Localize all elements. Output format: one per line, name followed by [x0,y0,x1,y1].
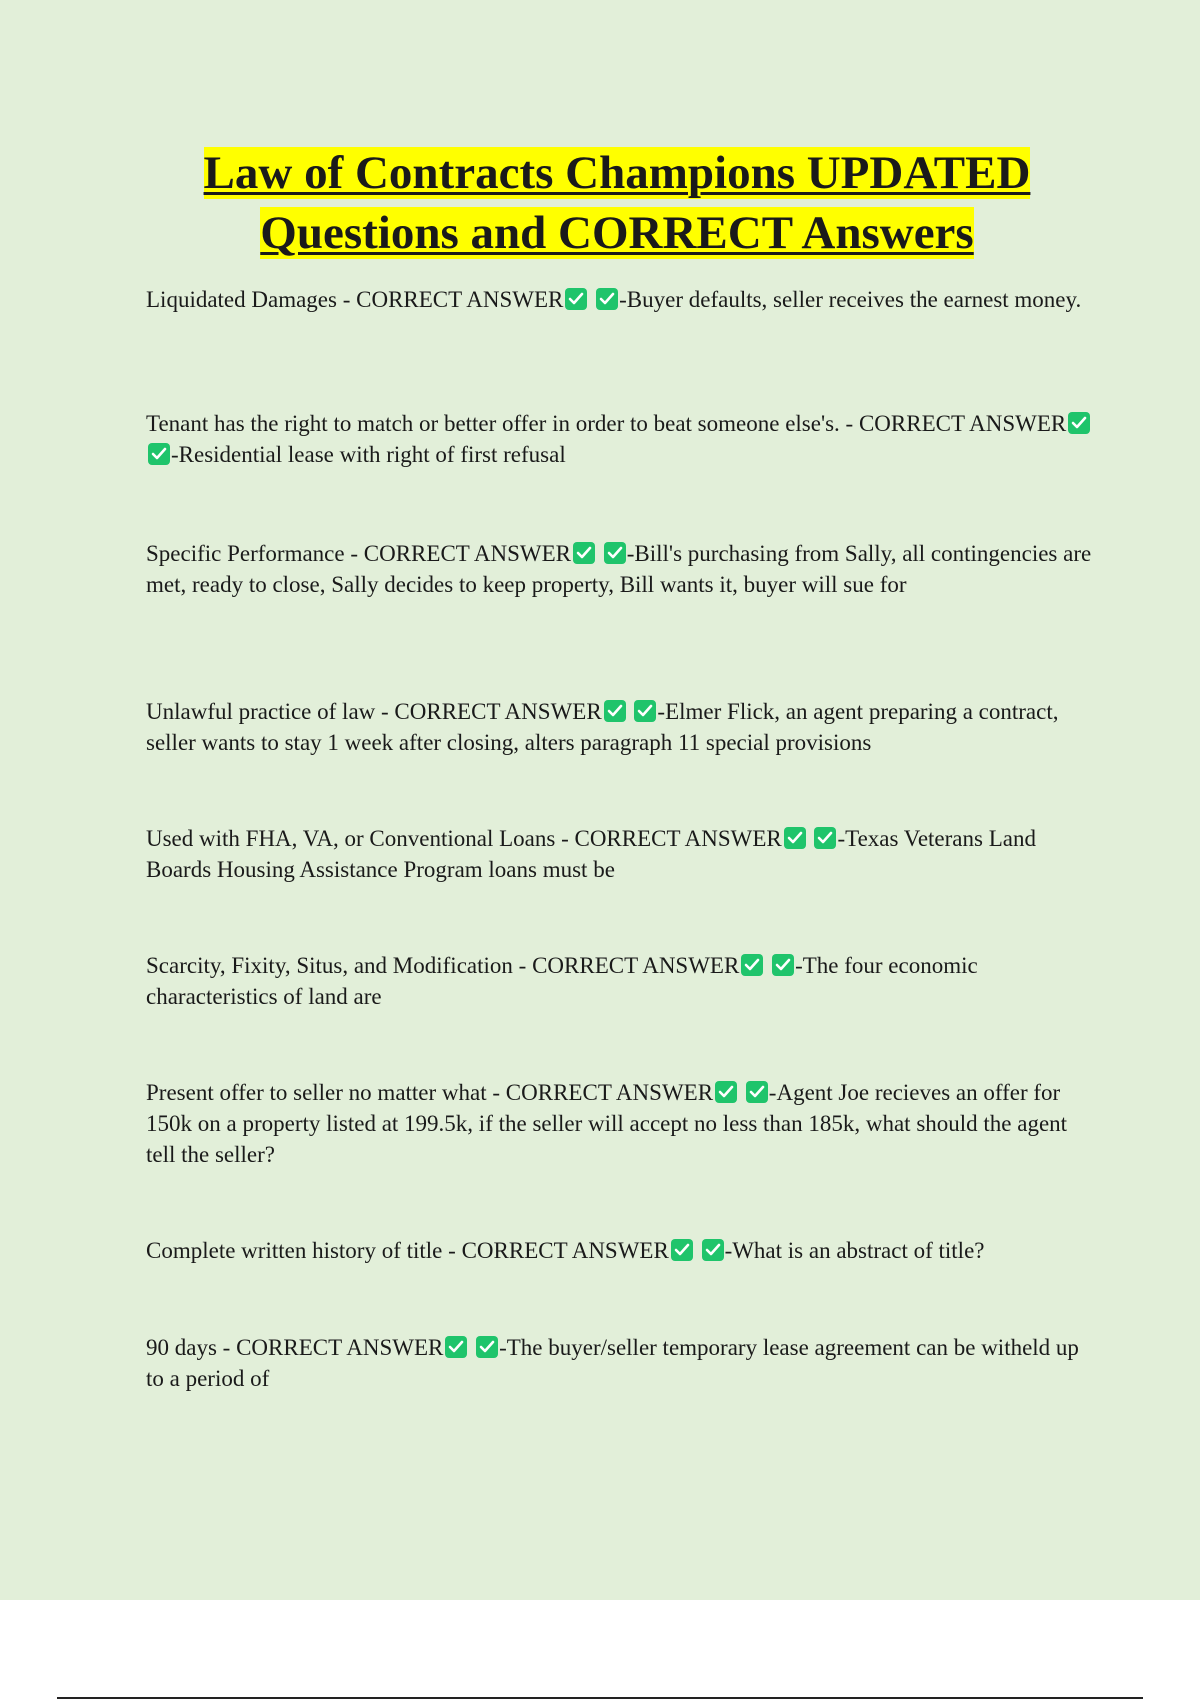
qa-item [146,1235,1092,1266]
check-mark-icon [604,542,626,564]
title-line-2: Questions and CORRECT Answers [260,207,974,259]
qa-term: Present offer to seller no matter what [146,1080,487,1105]
check-mark-icon [634,700,656,722]
qa-term: Specific Performance [146,541,345,566]
check-mark-icon [445,1336,467,1358]
check-mark-icon [148,443,170,465]
qa-definition: -The buyer/seller temporary lease agreement can be witheld up to a period of [146,1335,1079,1391]
qa-item [146,408,1092,470]
qa-item [146,696,1092,758]
qa-definition: -Bill's purchasing from Sally, all contingencies are met, ready to close, Sally decides to keep property, Bill wants it, buyer will sue for [146,541,1092,597]
qa-marker: - CORRECT ANSWER [561,826,782,851]
check-mark-icon [715,1081,737,1103]
qa-item [146,1077,1092,1170]
qa-term: Liquidated Damages [146,287,337,312]
qa-item [146,823,1092,885]
qa-term: Tenant has the right to match or better offer in order to beat someone else's. [146,411,840,436]
qa-definition: -The four economic characteristics of land are [146,953,978,1009]
check-mark-icon [604,700,626,722]
qa-definition: -Texas Veterans Land Boards Housing Assistance Program loans must be [146,826,1036,882]
qa-item [146,538,1092,600]
qa-item [146,284,1092,315]
qa-marker: - CORRECT ANSWER [448,1238,669,1263]
check-mark-icon [741,954,763,976]
qa-marker: - CORRECT ANSWER [342,287,564,312]
qa-term: Complete written history of title [146,1238,443,1263]
qa-definition: -Buyer defaults, seller receives the earnest money. [619,287,1082,312]
check-mark-icon [784,827,806,849]
qa-marker: - CORRECT ANSWER [492,1080,714,1105]
qa-definition: -Agent Joe recieves an offer for 150k on a property listed at 199.5k, if the seller will accept no less than 185k, what should the agent tell the seller? [146,1080,1068,1167]
qa-marker: - CORRECT ANSWER [518,953,740,978]
qa-definition: -Residential lease with right of first refusal [171,442,566,467]
check-mark-icon [565,288,587,310]
qa-definition: -What is an abstract of title? [724,1238,985,1263]
check-mark-icon [746,1081,768,1103]
qa-term: Used with FHA, VA, or Conventional Loans [146,826,556,851]
check-mark-icon [573,542,595,564]
qa-term: Scarcity, Fixity, Situs, and Modification [146,953,513,978]
qa-definition: -Elmer Flick, an agent preparing a contract, seller wants to stay 1 week after closing, alters paragraph 11 special provisions [146,699,1059,755]
qa-term: 90 days [146,1335,217,1360]
document-title [0,143,1200,263]
check-mark-icon [814,827,836,849]
qa-marker: - CORRECT ANSWER [222,1335,444,1360]
check-mark-icon [671,1239,693,1261]
check-mark-icon [476,1336,498,1358]
qa-marker: - CORRECT ANSWER [381,699,602,724]
qa-term: Unlawful practice of law [146,699,376,724]
check-mark-icon [772,954,794,976]
qa-marker: - CORRECT ANSWER [350,541,572,566]
footer-divider [57,1697,1143,1699]
qa-item [146,1332,1092,1394]
title-line-1: Law of Contracts Champions UPDATED [203,147,1031,199]
qa-marker: - CORRECT ANSWER [845,411,1067,436]
check-mark-icon [596,288,618,310]
qa-item [146,950,1092,1012]
check-mark-icon [1068,412,1090,434]
check-mark-icon [702,1239,724,1261]
